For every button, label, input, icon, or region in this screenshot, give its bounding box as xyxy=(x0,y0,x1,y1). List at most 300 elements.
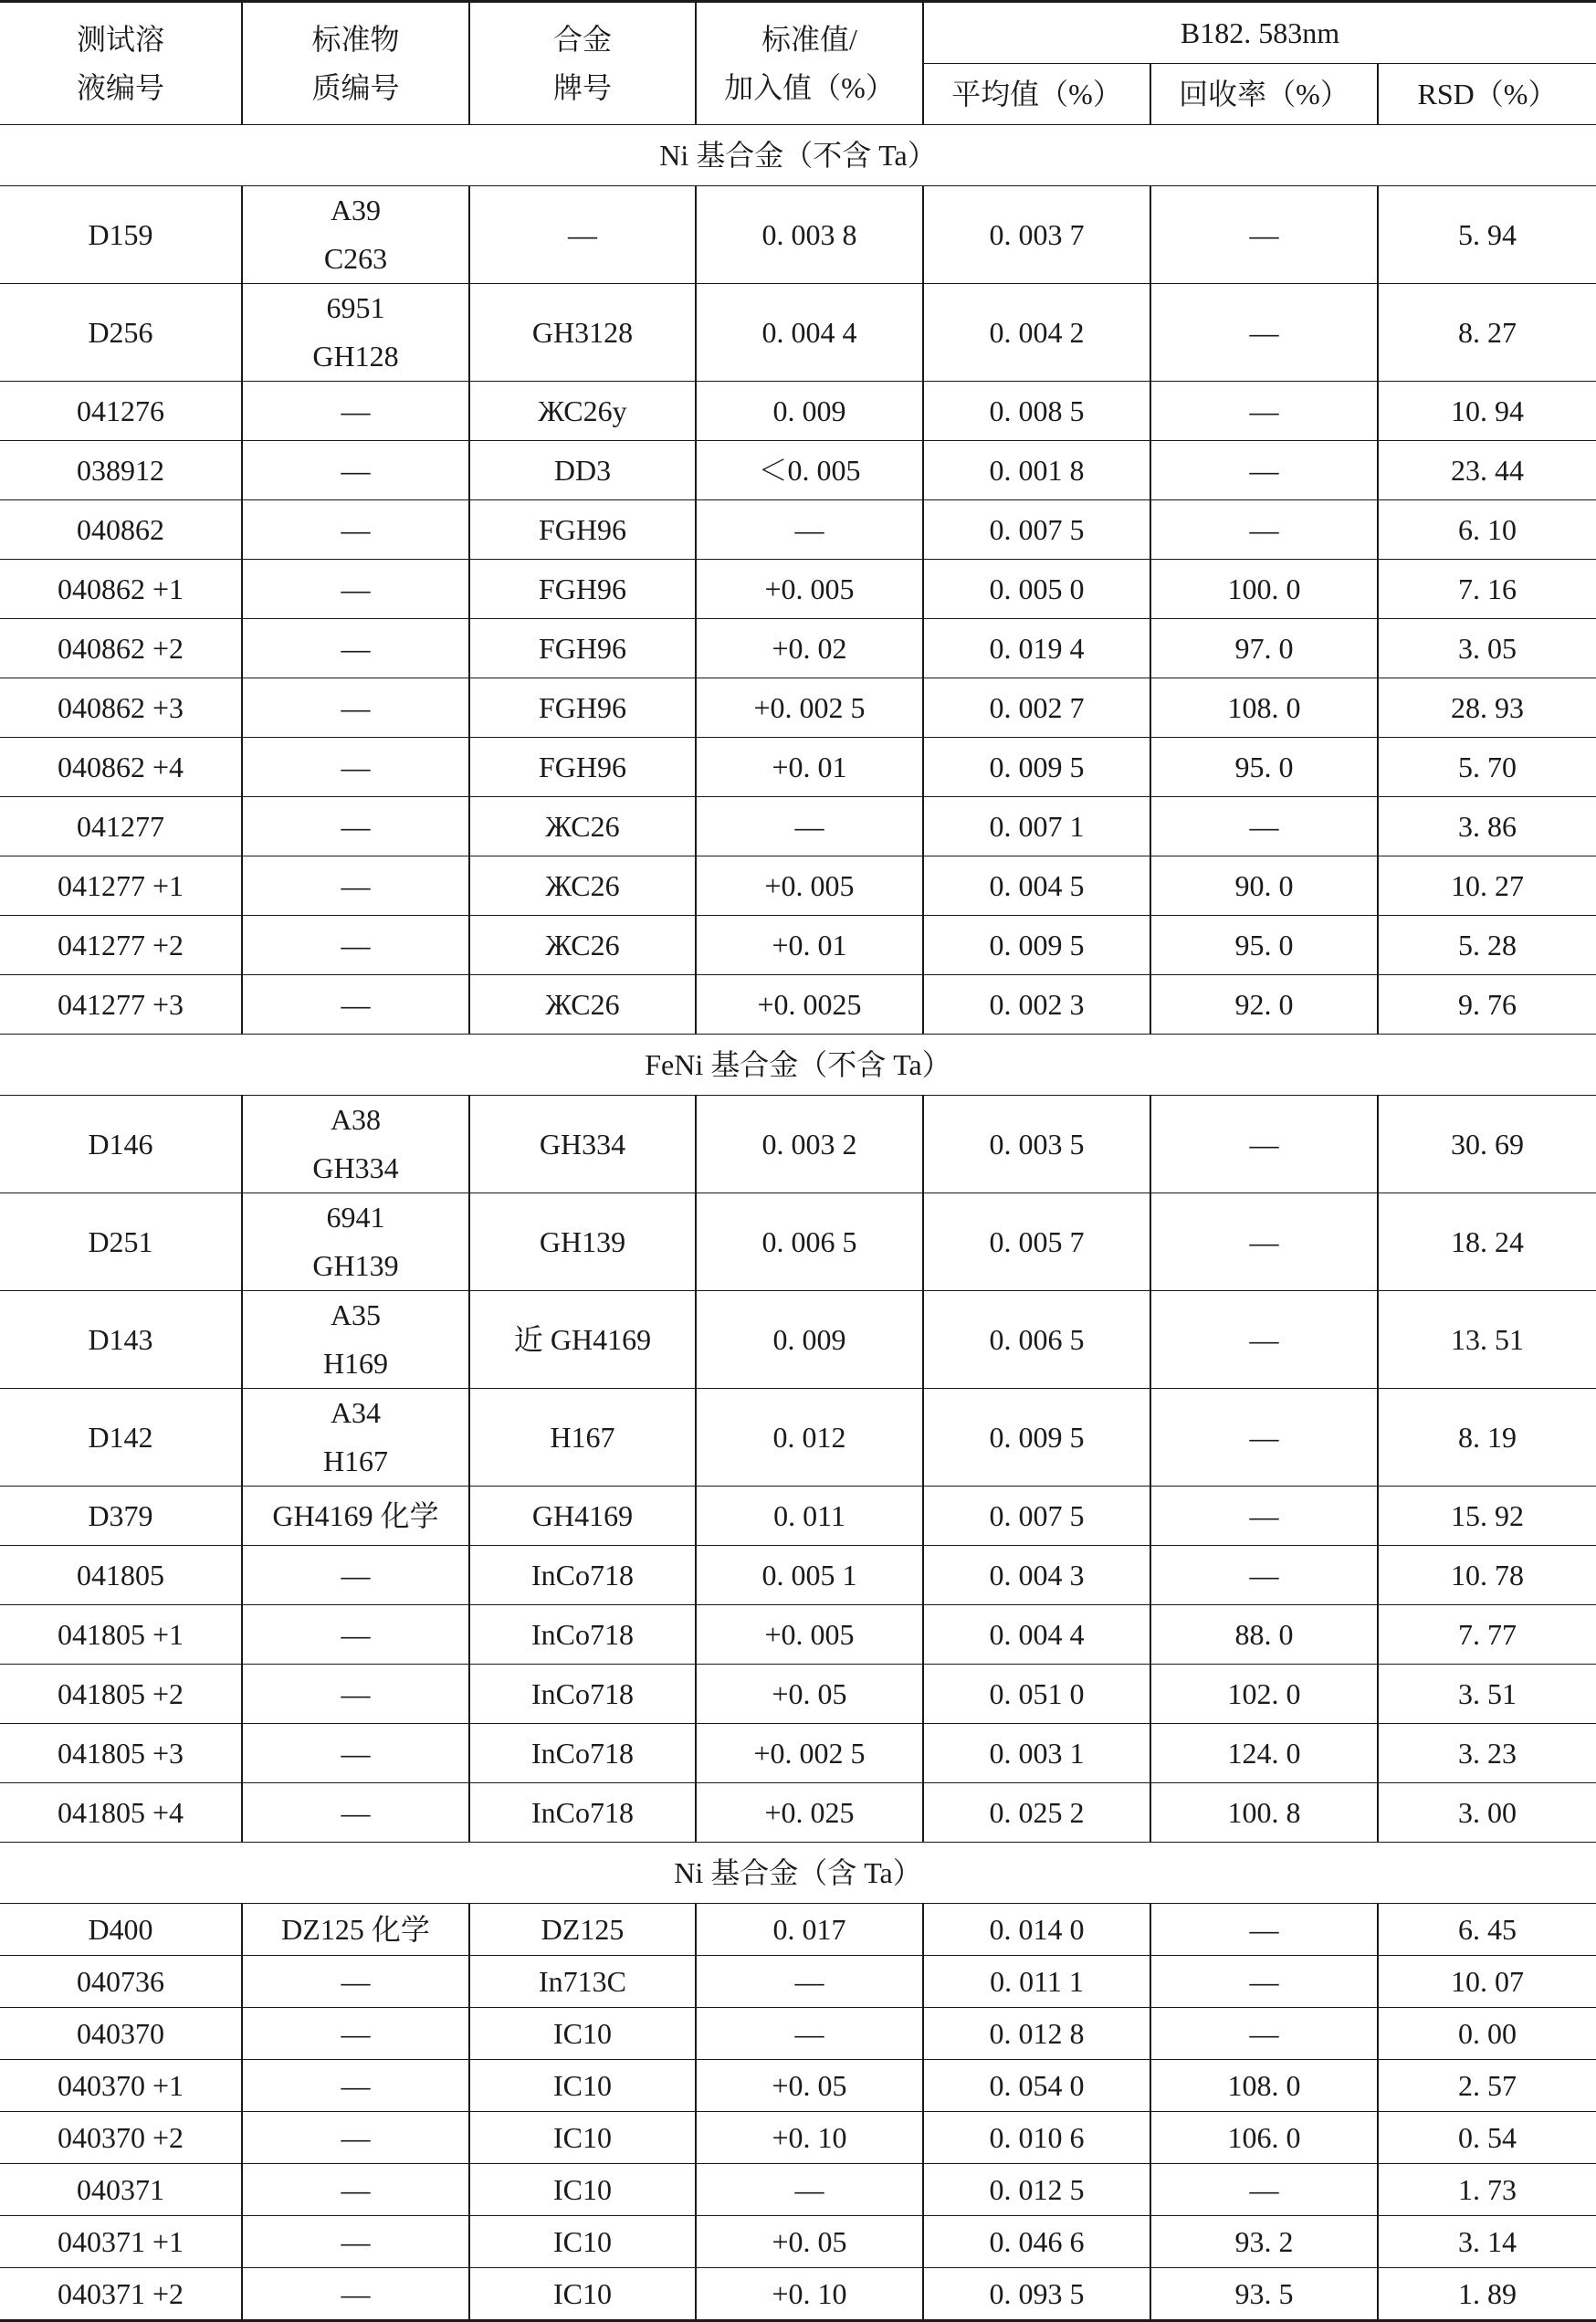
cell-reference-material-id xyxy=(242,2060,469,2112)
cell-reference-material-id xyxy=(242,738,469,797)
reference-material-line: GH4169 化学 xyxy=(272,1498,439,1532)
cell-recovery: — xyxy=(1150,2008,1378,2060)
reference-material-line: — xyxy=(341,809,371,843)
cell-recovery: — xyxy=(1150,1546,1378,1605)
header-alloy-grade: 合金 牌号 xyxy=(469,2,696,125)
cell-standard-added-value: 0. 004 4 xyxy=(696,284,923,382)
cell-rsd: 1. 73 xyxy=(1378,2164,1596,2216)
cell-average: 0. 002 7 xyxy=(923,678,1150,738)
cell-recovery: 90. 0 xyxy=(1150,856,1378,916)
cell-reference-material-id xyxy=(242,2008,469,2060)
cell-test-solution-id: 040862 xyxy=(0,500,242,560)
reference-material-line: — xyxy=(341,2224,371,2258)
section-title: FeNi 基合金（不含 Ta） xyxy=(0,1035,1596,1096)
reference-material-line: — xyxy=(341,631,371,665)
cell-test-solution-id: 038912 xyxy=(0,441,242,500)
cell-rsd: 15. 92 xyxy=(1378,1487,1596,1546)
table-row xyxy=(0,1665,1596,1724)
cell-alloy-grade: IC10 xyxy=(469,2268,696,2321)
cell-alloy-grade: ЖС26 xyxy=(469,856,696,916)
cell-average: 0. 007 1 xyxy=(923,797,1150,856)
cell-recovery: 92. 0 xyxy=(1150,975,1378,1035)
cell-recovery: 100. 8 xyxy=(1150,1783,1378,1843)
cell-recovery: — xyxy=(1150,1956,1378,2008)
cell-average: 0. 012 5 xyxy=(923,2164,1150,2216)
reference-material-line: 6941 xyxy=(326,1201,385,1234)
cell-recovery: 95. 0 xyxy=(1150,916,1378,975)
cell-rsd: 10. 27 xyxy=(1378,856,1596,916)
cell-standard-added-value: +0. 10 xyxy=(696,2268,923,2321)
cell-test-solution-id: 040862 +3 xyxy=(0,678,242,738)
section-title: Ni 基合金（含 Ta） xyxy=(0,1843,1596,1904)
table-row xyxy=(0,186,1596,284)
reference-material-line: — xyxy=(341,2016,371,2050)
cell-average: 0. 010 6 xyxy=(923,2112,1150,2164)
cell-standard-added-value: ＜0. 005 xyxy=(696,441,923,500)
header-rsd: RSD（%） xyxy=(1378,64,1596,125)
cell-alloy-grade: InCo718 xyxy=(469,1783,696,1843)
cell-rsd: 30. 69 xyxy=(1378,1096,1596,1193)
cell-recovery: — xyxy=(1150,1193,1378,1291)
cell-average: 0. 007 5 xyxy=(923,500,1150,560)
cell-test-solution-id: D146 xyxy=(0,1096,242,1193)
cell-alloy-grade: FGH96 xyxy=(469,560,696,619)
cell-rsd: 0. 00 xyxy=(1378,2008,1596,2060)
table-row xyxy=(0,1904,1596,1956)
table-row xyxy=(0,560,1596,619)
reference-material-line: — xyxy=(341,987,371,1021)
cell-average: 0. 004 3 xyxy=(923,1546,1150,1605)
cell-standard-added-value: +0. 05 xyxy=(696,2216,923,2268)
cell-recovery: — xyxy=(1150,2164,1378,2216)
cell-reference-material-id xyxy=(242,560,469,619)
cell-reference-material-id xyxy=(242,500,469,560)
cell-alloy-grade: GH139 xyxy=(469,1193,696,1291)
cell-reference-material-id xyxy=(242,1291,469,1389)
cell-recovery: 108. 0 xyxy=(1150,678,1378,738)
cell-recovery: — xyxy=(1150,1096,1378,1193)
table-row xyxy=(0,1546,1596,1605)
cell-test-solution-id: D400 xyxy=(0,1904,242,1956)
results-table-body xyxy=(0,2,1596,2321)
cell-reference-material-id xyxy=(242,382,469,441)
cell-standard-added-value: +0. 05 xyxy=(696,1665,923,1724)
cell-average: 0. 008 5 xyxy=(923,382,1150,441)
cell-average: 0. 014 0 xyxy=(923,1904,1150,1956)
cell-rsd: 3. 86 xyxy=(1378,797,1596,856)
cell-average: 0. 004 2 xyxy=(923,284,1150,382)
cell-alloy-grade: ЖС26 xyxy=(469,916,696,975)
table-row xyxy=(0,382,1596,441)
cell-rsd: 7. 77 xyxy=(1378,1605,1596,1665)
cell-reference-material-id xyxy=(242,1096,469,1193)
cell-reference-material-id xyxy=(242,2112,469,2164)
table-row xyxy=(0,2060,1596,2112)
cell-average: 0. 007 5 xyxy=(923,1487,1150,1546)
cell-alloy-grade: IC10 xyxy=(469,2164,696,2216)
cell-average: 0. 002 3 xyxy=(923,975,1150,1035)
cell-test-solution-id: 041805 xyxy=(0,1546,242,1605)
cell-rsd: 2. 57 xyxy=(1378,2060,1596,2112)
cell-alloy-grade: InCo718 xyxy=(469,1546,696,1605)
reference-material-line: A38 xyxy=(330,1103,382,1136)
cell-recovery: 93. 2 xyxy=(1150,2216,1378,2268)
table-row xyxy=(0,1193,1596,1291)
reference-material-line: — xyxy=(341,690,371,724)
cell-standard-added-value: +0. 02 xyxy=(696,619,923,678)
cell-average: 0. 003 7 xyxy=(923,186,1150,284)
cell-standard-added-value: — xyxy=(696,500,923,560)
cell-reference-material-id xyxy=(242,856,469,916)
cell-test-solution-id: 041277 xyxy=(0,797,242,856)
cell-recovery: 108. 0 xyxy=(1150,2060,1378,2112)
cell-reference-material-id xyxy=(242,1605,469,1665)
cell-recovery: 93. 5 xyxy=(1150,2268,1378,2321)
cell-test-solution-id: 041805 +4 xyxy=(0,1783,242,1843)
cell-rsd: 3. 23 xyxy=(1378,1724,1596,1783)
table-row xyxy=(0,1096,1596,1193)
cell-test-solution-id: D159 xyxy=(0,186,242,284)
reference-material-line: — xyxy=(341,394,371,427)
cell-standard-added-value: +0. 002 5 xyxy=(696,1724,923,1783)
cell-average: 0. 006 5 xyxy=(923,1291,1150,1389)
cell-test-solution-id: 041805 +2 xyxy=(0,1665,242,1724)
reference-material-line: — xyxy=(341,868,371,902)
table-row xyxy=(0,738,1596,797)
cell-test-solution-id: 040862 +2 xyxy=(0,619,242,678)
cell-rsd: 5. 70 xyxy=(1378,738,1596,797)
cell-standard-added-value: — xyxy=(696,2164,923,2216)
table-row xyxy=(0,2164,1596,2216)
cell-rsd: 3. 05 xyxy=(1378,619,1596,678)
cell-average: 0. 001 8 xyxy=(923,441,1150,500)
table-row xyxy=(0,1783,1596,1843)
cell-alloy-grade: InCo718 xyxy=(469,1605,696,1665)
cell-standard-added-value: +0. 0025 xyxy=(696,975,923,1035)
table-row xyxy=(0,1605,1596,1665)
cell-recovery: — xyxy=(1150,797,1378,856)
cell-average: 0. 005 7 xyxy=(923,1193,1150,1291)
cell-alloy-grade: InCo718 xyxy=(469,1665,696,1724)
table-row xyxy=(0,2268,1596,2321)
cell-test-solution-id: 041805 +3 xyxy=(0,1724,242,1783)
cell-reference-material-id xyxy=(242,1783,469,1843)
reference-material-line: — xyxy=(341,453,371,487)
cell-reference-material-id xyxy=(242,2216,469,2268)
reference-material-line: GH128 xyxy=(312,340,399,373)
cell-recovery: — xyxy=(1150,441,1378,500)
cell-reference-material-id xyxy=(242,1487,469,1546)
cell-average: 0. 019 4 xyxy=(923,619,1150,678)
cell-standard-added-value: 0. 003 2 xyxy=(696,1096,923,1193)
cell-average: 0. 093 5 xyxy=(923,2268,1150,2321)
table-row xyxy=(0,441,1596,500)
cell-reference-material-id xyxy=(242,975,469,1035)
table-row xyxy=(0,1724,1596,1783)
cell-reference-material-id xyxy=(242,916,469,975)
cell-recovery: 102. 0 xyxy=(1150,1665,1378,1724)
cell-standard-added-value: +0. 002 5 xyxy=(696,678,923,738)
cell-recovery: — xyxy=(1150,1389,1378,1487)
cell-average: 0. 005 0 xyxy=(923,560,1150,619)
cell-reference-material-id xyxy=(242,1389,469,1487)
reference-material-line: — xyxy=(341,1795,371,1829)
header-wavelength-group: B182. 583nm xyxy=(923,2,1596,64)
cell-alloy-grade: ЖС26 xyxy=(469,975,696,1035)
cell-reference-material-id xyxy=(242,2268,469,2321)
table-row xyxy=(0,1956,1596,2008)
cell-recovery: 95. 0 xyxy=(1150,738,1378,797)
table-row xyxy=(0,2112,1596,2164)
cell-alloy-grade: FGH96 xyxy=(469,678,696,738)
cell-reference-material-id xyxy=(242,1665,469,1724)
cell-reference-material-id xyxy=(242,1956,469,2008)
table-row xyxy=(0,797,1596,856)
cell-test-solution-id: 040862 +1 xyxy=(0,560,242,619)
cell-standard-added-value: 0. 011 xyxy=(696,1487,923,1546)
cell-alloy-grade: ЖС26у xyxy=(469,382,696,441)
cell-recovery: 106. 0 xyxy=(1150,2112,1378,2164)
reference-material-line: — xyxy=(341,2172,371,2206)
reference-material-line: GH334 xyxy=(312,1151,399,1184)
cell-rsd: 7. 16 xyxy=(1378,560,1596,619)
cell-test-solution-id: D142 xyxy=(0,1389,242,1487)
reference-material-line: — xyxy=(341,1964,371,1998)
cell-alloy-grade: H167 xyxy=(469,1389,696,1487)
reference-material-line: DZ125 化学 xyxy=(281,1912,430,1946)
cell-average: 0. 003 1 xyxy=(923,1724,1150,1783)
cell-standard-added-value: +0. 005 xyxy=(696,1605,923,1665)
cell-rsd: 3. 51 xyxy=(1378,1665,1596,1724)
table-row xyxy=(0,1389,1596,1487)
cell-test-solution-id: 040370 xyxy=(0,2008,242,2060)
cell-rsd: 6. 10 xyxy=(1378,500,1596,560)
cell-alloy-grade: GH3128 xyxy=(469,284,696,382)
cell-reference-material-id xyxy=(242,1193,469,1291)
cell-test-solution-id: 041805 +1 xyxy=(0,1605,242,1665)
cell-rsd: 5. 94 xyxy=(1378,186,1596,284)
cell-test-solution-id: 041276 xyxy=(0,382,242,441)
cell-alloy-grade: IC10 xyxy=(469,2008,696,2060)
header-test-solution-id: 测试溶 液编号 xyxy=(0,2,242,125)
table-row xyxy=(0,284,1596,382)
cell-test-solution-id: 041277 +2 xyxy=(0,916,242,975)
table-row xyxy=(0,975,1596,1035)
reference-material-line: — xyxy=(341,512,371,546)
reference-material-line: — xyxy=(341,750,371,783)
reference-material-line: — xyxy=(341,928,371,961)
cell-rsd: 18. 24 xyxy=(1378,1193,1596,1291)
cell-average: 0. 025 2 xyxy=(923,1783,1150,1843)
cell-reference-material-id xyxy=(242,1724,469,1783)
cell-reference-material-id xyxy=(242,1546,469,1605)
cell-standard-added-value: 0. 009 xyxy=(696,382,923,441)
cell-standard-added-value: +0. 005 xyxy=(696,856,923,916)
table-row xyxy=(0,916,1596,975)
cell-rsd: 6. 45 xyxy=(1378,1904,1596,1956)
table-row xyxy=(0,856,1596,916)
cell-recovery: — xyxy=(1150,1904,1378,1956)
cell-standard-added-value: +0. 01 xyxy=(696,738,923,797)
cell-recovery: — xyxy=(1150,500,1378,560)
cell-standard-added-value: +0. 05 xyxy=(696,2060,923,2112)
cell-recovery: — xyxy=(1150,284,1378,382)
cell-recovery: — xyxy=(1150,382,1378,441)
cell-rsd: 13. 51 xyxy=(1378,1291,1596,1389)
reference-material-line: — xyxy=(341,1736,371,1770)
cell-rsd: 28. 93 xyxy=(1378,678,1596,738)
cell-alloy-grade: GH334 xyxy=(469,1096,696,1193)
header-standard-added-value: 标准值/ 加入值（%） xyxy=(696,2,923,125)
cell-rsd: 0. 54 xyxy=(1378,2112,1596,2164)
cell-rsd: 3. 00 xyxy=(1378,1783,1596,1843)
cell-test-solution-id: 041277 +3 xyxy=(0,975,242,1035)
reference-material-line: H167 xyxy=(322,1445,389,1477)
cell-recovery: — xyxy=(1150,186,1378,284)
reference-material-line: — xyxy=(341,1676,371,1710)
cell-test-solution-id: D256 xyxy=(0,284,242,382)
reference-material-line: — xyxy=(341,1617,371,1651)
cell-standard-added-value: +0. 025 xyxy=(696,1783,923,1843)
cell-average: 0. 004 4 xyxy=(923,1605,1150,1665)
cell-rsd: 8. 27 xyxy=(1378,284,1596,382)
cell-reference-material-id xyxy=(242,678,469,738)
cell-standard-added-value: +0. 10 xyxy=(696,2112,923,2164)
cell-standard-added-value: 0. 009 xyxy=(696,1291,923,1389)
cell-reference-material-id xyxy=(242,441,469,500)
reference-material-line: — xyxy=(341,2120,371,2154)
reference-material-line: — xyxy=(341,2068,371,2102)
cell-test-solution-id: 041277 +1 xyxy=(0,856,242,916)
cell-alloy-grade: IC10 xyxy=(469,2216,696,2268)
table-row xyxy=(0,1487,1596,1546)
section-header-row xyxy=(0,1035,1596,1096)
cell-recovery: 100. 0 xyxy=(1150,560,1378,619)
table-row xyxy=(0,2008,1596,2060)
cell-average: 0. 012 8 xyxy=(923,2008,1150,2060)
cell-test-solution-id: 040371 xyxy=(0,2164,242,2216)
cell-reference-material-id xyxy=(242,2164,469,2216)
table-row xyxy=(0,1291,1596,1389)
cell-average: 0. 051 0 xyxy=(923,1665,1150,1724)
section-header-row xyxy=(0,1843,1596,1904)
cell-rsd: 8. 19 xyxy=(1378,1389,1596,1487)
reference-material-line: A39 xyxy=(330,194,382,226)
cell-reference-material-id xyxy=(242,619,469,678)
cell-recovery: 88. 0 xyxy=(1150,1605,1378,1665)
reference-material-line: GH139 xyxy=(312,1249,399,1282)
cell-average: 0. 046 6 xyxy=(923,2216,1150,2268)
cell-rsd: 9. 76 xyxy=(1378,975,1596,1035)
reference-material-line: 6951 xyxy=(326,291,385,324)
cell-standard-added-value: — xyxy=(696,797,923,856)
cell-recovery: 97. 0 xyxy=(1150,619,1378,678)
cell-standard-added-value: — xyxy=(696,2008,923,2060)
cell-rsd: 23. 44 xyxy=(1378,441,1596,500)
cell-standard-added-value: 0. 012 xyxy=(696,1389,923,1487)
cell-standard-added-value: 0. 006 5 xyxy=(696,1193,923,1291)
cell-standard-added-value: +0. 01 xyxy=(696,916,923,975)
cell-test-solution-id: 040370 +1 xyxy=(0,2060,242,2112)
cell-recovery: 124. 0 xyxy=(1150,1724,1378,1783)
cell-average: 0. 054 0 xyxy=(923,2060,1150,2112)
reference-material-line: C263 xyxy=(323,242,388,275)
cell-standard-added-value: — xyxy=(696,1956,923,2008)
reference-material-line: — xyxy=(341,1558,371,1592)
cell-alloy-grade: DZ125 xyxy=(469,1904,696,1956)
cell-standard-added-value: 0. 003 8 xyxy=(696,186,923,284)
cell-test-solution-id: 040862 +4 xyxy=(0,738,242,797)
reference-material-line: A34 xyxy=(330,1396,382,1429)
cell-average: 0. 009 5 xyxy=(923,916,1150,975)
cell-alloy-grade: FGH96 xyxy=(469,500,696,560)
cell-alloy-grade: 近 GH4169 xyxy=(469,1291,696,1389)
cell-test-solution-id: D143 xyxy=(0,1291,242,1389)
cell-alloy-grade: In713C xyxy=(469,1956,696,2008)
cell-alloy-grade: GH4169 xyxy=(469,1487,696,1546)
cell-test-solution-id: D379 xyxy=(0,1487,242,1546)
cell-test-solution-id: 040371 +1 xyxy=(0,2216,242,2268)
table-row xyxy=(0,500,1596,560)
section-title: Ni 基合金（不含 Ta） xyxy=(0,125,1596,186)
cell-test-solution-id: 040736 xyxy=(0,1956,242,2008)
cell-rsd: 3. 14 xyxy=(1378,2216,1596,2268)
cell-standard-added-value: +0. 005 xyxy=(696,560,923,619)
cell-alloy-grade: InCo718 xyxy=(469,1724,696,1783)
cell-average: 0. 009 5 xyxy=(923,1389,1150,1487)
cell-rsd: 10. 07 xyxy=(1378,1956,1596,2008)
cell-recovery: — xyxy=(1150,1487,1378,1546)
reference-material-line: — xyxy=(341,2276,371,2310)
header-recovery: 回收率（%） xyxy=(1150,64,1378,125)
cell-standard-added-value: 0. 005 1 xyxy=(696,1546,923,1605)
cell-test-solution-id: 040370 +2 xyxy=(0,2112,242,2164)
cell-test-solution-id: D251 xyxy=(0,1193,242,1291)
cell-rsd: 10. 78 xyxy=(1378,1546,1596,1605)
header-average: 平均值（%） xyxy=(923,64,1150,125)
cell-average: 0. 009 5 xyxy=(923,738,1150,797)
reference-material-line: H169 xyxy=(322,1347,389,1380)
cell-average: 0. 011 1 xyxy=(923,1956,1150,2008)
reference-material-line: A35 xyxy=(330,1298,382,1331)
cell-reference-material-id xyxy=(242,1904,469,1956)
cell-alloy-grade: — xyxy=(469,186,696,284)
cell-alloy-grade: FGH96 xyxy=(469,619,696,678)
cell-recovery: — xyxy=(1150,1291,1378,1389)
table-row xyxy=(0,2216,1596,2268)
section-header-row xyxy=(0,125,1596,186)
cell-reference-material-id xyxy=(242,186,469,284)
cell-average: 0. 004 5 xyxy=(923,856,1150,916)
header-reference-material-id: 标准物 质编号 xyxy=(242,2,469,125)
cell-test-solution-id: 040371 +2 xyxy=(0,2268,242,2321)
cell-alloy-grade: ЖС26 xyxy=(469,797,696,856)
header-row xyxy=(0,2,1596,64)
table-row xyxy=(0,619,1596,678)
cell-average: 0. 003 5 xyxy=(923,1096,1150,1193)
table-row xyxy=(0,678,1596,738)
cell-rsd: 1. 89 xyxy=(1378,2268,1596,2321)
cell-alloy-grade: DD3 xyxy=(469,441,696,500)
cell-rsd: 10. 94 xyxy=(1378,382,1596,441)
cell-reference-material-id xyxy=(242,797,469,856)
cell-alloy-grade: FGH96 xyxy=(469,738,696,797)
cell-alloy-grade: IC10 xyxy=(469,2060,696,2112)
cell-alloy-grade: IC10 xyxy=(469,2112,696,2164)
cell-rsd: 5. 28 xyxy=(1378,916,1596,975)
cell-reference-material-id xyxy=(242,284,469,382)
cell-standard-added-value: 0. 017 xyxy=(696,1904,923,1956)
